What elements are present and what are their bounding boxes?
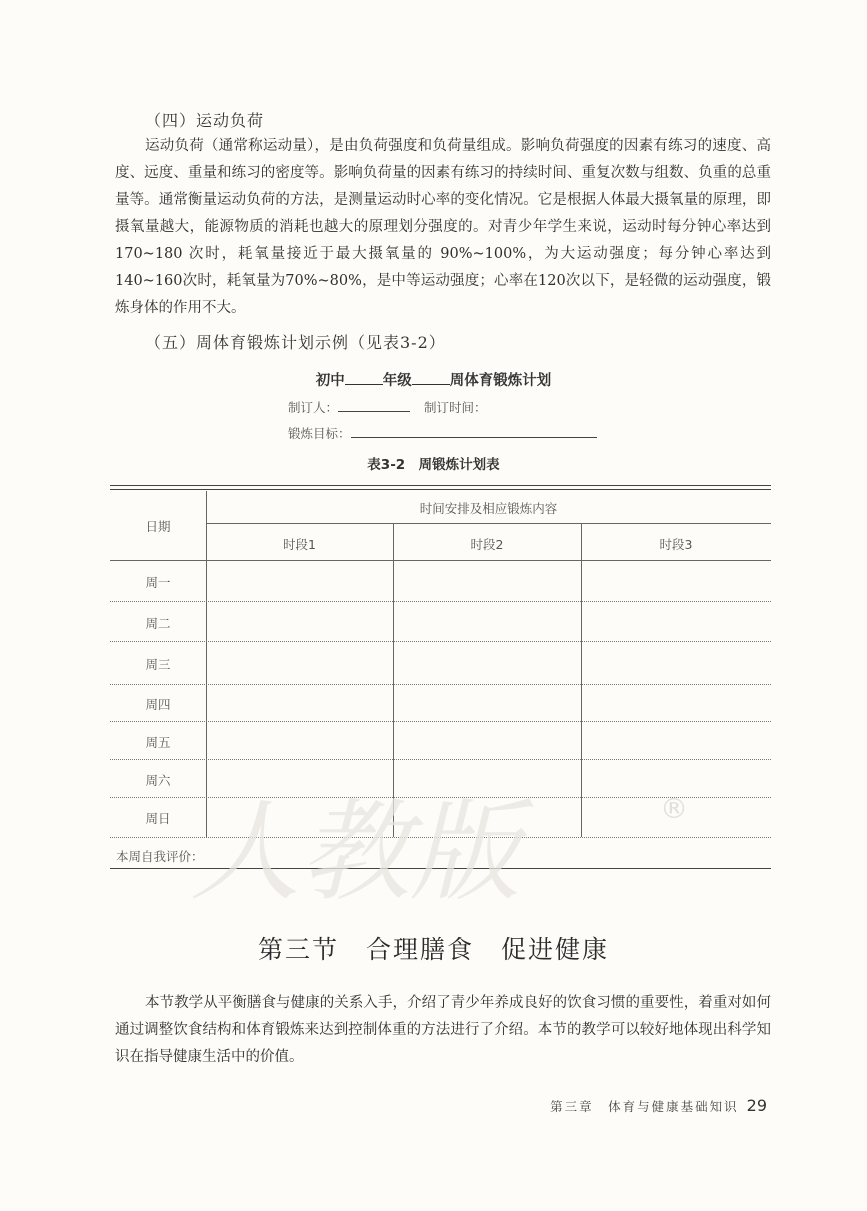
day-thursday: 周四: [145, 697, 171, 712]
day-sunday: 周日: [145, 811, 171, 826]
plan-title-prefix: 初中: [315, 373, 345, 389]
section-title: 第三节 合理膳食 促进健康: [257, 935, 609, 964]
self-evaluation-label: 本周自我评价：: [116, 849, 204, 864]
schedule-group-header: 时间安排及相应锻炼内容: [419, 501, 558, 516]
maker-line: [288, 398, 487, 416]
day-friday: 周五: [145, 735, 171, 750]
week-blank: [412, 370, 450, 385]
goal-blank: [351, 425, 597, 438]
page-footer: [550, 1096, 767, 1115]
period-header-2: 时段2: [470, 537, 504, 552]
section-intro-paragraph: [115, 990, 771, 1071]
maker-label: 制订人：: [288, 400, 339, 415]
goal-label: 锻炼目标：: [288, 426, 351, 441]
day-wednesday: 周三: [145, 657, 171, 672]
section-heading-weekly-plan: （五）周体育锻炼计划示例（见表3-2）: [145, 333, 446, 352]
chapter-label: 第三章 体育与健康基础知识: [550, 1099, 739, 1114]
publisher-watermark: [150, 770, 710, 930]
period-header-1: 时段1: [283, 537, 316, 552]
registered-mark: ®: [660, 792, 688, 825]
table-caption: 表3-2 周锻炼计划表: [367, 457, 500, 473]
goal-line: [288, 424, 597, 442]
page-number: 29: [746, 1096, 767, 1115]
period-header-3: 时段3: [659, 537, 693, 552]
day-saturday: 周六: [145, 773, 171, 788]
time-label: 制订时间：: [424, 400, 487, 415]
exercise-load-text: 运动负荷（通常称运动量），是由负荷强度和负荷量组成。影响负荷强度的因素有练习的速度、高度、远度、重量和练习的密度等。影响负荷量的因素有练习的持续时间、重复次数与组数、负重的总重量等。通常衡量运动负荷的方法，是测量运动时心率的变化情况。它是根据人体最大摄氧量的原理，即摄氧量越大，能源物质的消耗也越大的原理划分强度的。对青少年学生来说，运动时每分钟心率达到 170~180 次时，耗氧量接近于最大摄氧量的 90%~100%，为大运动强度；每分钟心率达到140~160次时，耗氧量为70%~80%，是中等运动强度；心率在120次以下，是轻微的运动强度，锻炼身体的作用不大。: [115, 138, 771, 316]
day-monday: 周一: [145, 575, 171, 590]
watermark-text: 人教版: [190, 788, 520, 916]
section-heading-exercise-load: （四）运动负荷: [145, 111, 265, 130]
grade-blank: [345, 370, 383, 385]
exercise-load-paragraph: [115, 133, 771, 322]
date-header: 日期: [145, 519, 171, 534]
day-tuesday: 周二: [145, 616, 171, 631]
section-intro-text: 本节教学从平衡膳食与健康的关系入手，介绍了青少年养成良好的饮食习惯的重要性，着重对如何通过调整饮食结构和体育锻炼来达到控制体重的方法进行了介绍。本节的教学可以较好地体现出科学知识在指导健康生活中的价值。: [115, 995, 771, 1065]
maker-blank: [338, 399, 410, 412]
plan-title-suffix: 周体育锻炼计划: [449, 373, 552, 389]
plan-title: [0, 369, 867, 390]
plan-title-grade: 年级: [382, 373, 412, 389]
